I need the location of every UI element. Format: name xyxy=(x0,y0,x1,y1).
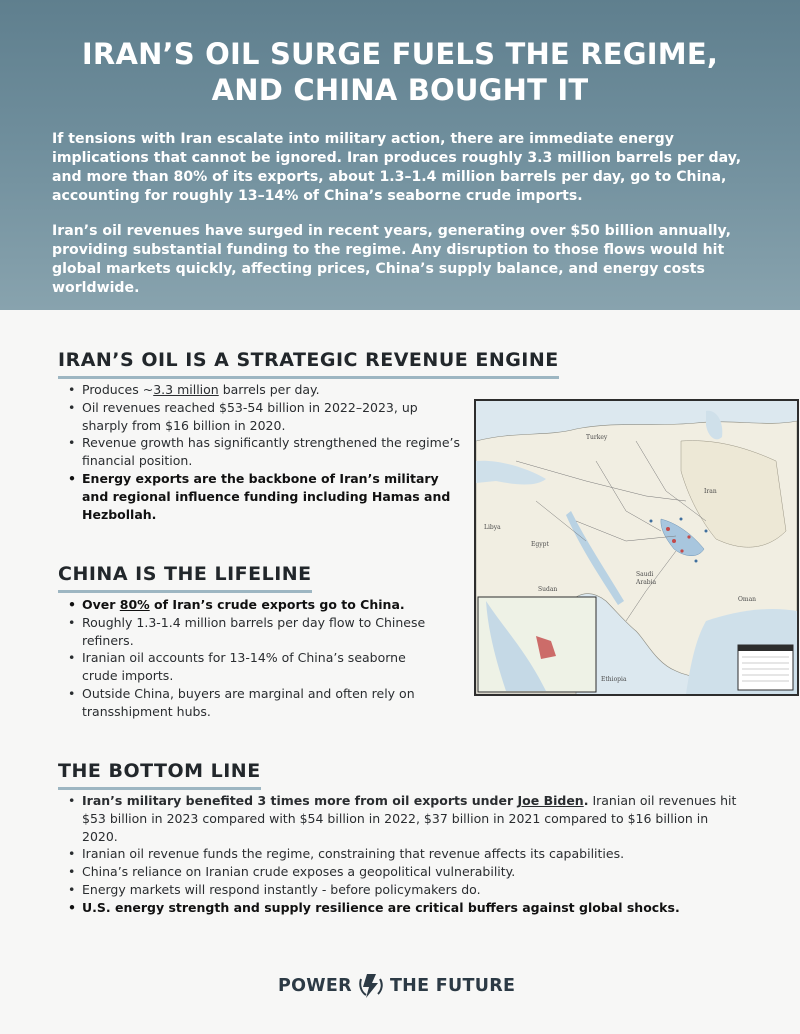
middle-east-oil-map xyxy=(474,399,799,696)
list-item: • Roughly 1.3-1.4 million barrels per day flow to Chinese refiners. xyxy=(68,614,440,650)
map-label-saudi: Saudi xyxy=(636,571,654,578)
list-item: • Energy markets will respond instantly - before policymakers do. xyxy=(68,881,744,899)
section-title-bottom-line: THE BOTTOM LINE xyxy=(58,760,261,790)
map-label-libya: Libya xyxy=(484,524,501,531)
list-item: • Iranian oil accounts for 13-14% of China’s seaborne crude imports. xyxy=(68,649,440,685)
list-item: • Energy exports are the backbone of Iran’s military and regional influence funding including Hamas and Hezbollah. xyxy=(68,470,460,523)
title-line-2: AND CHINA BOUGHT IT xyxy=(211,73,589,107)
map-label-sudan: Sudan xyxy=(538,586,558,593)
list-item: • Revenue growth has significantly strengthened the regime’s financial position. xyxy=(68,434,460,470)
underlined-figure: 3.3 million xyxy=(153,382,219,397)
list-item: • Over 80% of Iran’s crude exports go to China. xyxy=(68,596,440,614)
lightning-bolt-icon xyxy=(358,973,384,999)
map-label-arabia: Arabia xyxy=(636,579,657,586)
logo-text-left: POWER xyxy=(278,976,352,996)
map-label-turkey: Turkey xyxy=(586,434,608,441)
map-label-egypt: Egypt xyxy=(531,541,549,548)
intro-paragraph-1: If tensions with Iran escalate into military action, there are immediate energy implications that cannot be ignored. Iran produces roughly 3.3 million barrels per day, and more than 80% of its exports, about 1.3–1.4 million barrels per day, go to China, accounting for roughly 13–14% of China’s seaborne crude imports. xyxy=(52,131,742,204)
section-title-revenue-engine: IRAN’S OIL IS A STRATEGIC REVENUE ENGINE xyxy=(58,349,559,379)
list-item: • Iran’s military benefited 3 times more from oil exports under Joe Biden. Iranian oil revenues hit $53 billion in 2023 compared with $54 billion in 2022, $37 billion in 2021 compared to $16 billion in 2020. xyxy=(68,792,744,845)
header-band xyxy=(0,0,800,310)
underlined-figure: 80% xyxy=(119,597,150,612)
map-label-iran: Iran xyxy=(704,488,717,495)
revenue-engine-list xyxy=(68,381,460,523)
list-item: • Produces ~3.3 million barrels per day. xyxy=(68,381,460,399)
list-item: • Outside China, buyers are marginal and often rely on transshipment hubs. xyxy=(68,685,440,721)
power-the-future-logo xyxy=(278,972,528,1000)
map-label-oman: Oman xyxy=(738,596,757,603)
list-item: • China’s reliance on Iranian crude exposes a geopolitical vulnerability. xyxy=(68,863,744,881)
bottom-line-list xyxy=(68,792,744,917)
list-item: • Oil revenues reached $53-54 billion in 2022–2023, up sharply from $16 billion in 2020. xyxy=(68,399,460,435)
logo-text-right: THE FUTURE xyxy=(389,976,516,996)
page-title xyxy=(52,36,748,108)
map-label-ethiopia: Ethiopia xyxy=(601,676,627,683)
section-title-china-lifeline: CHINA IS THE LIFELINE xyxy=(58,563,312,593)
list-item: • U.S. energy strength and supply resilience are critical buffers against global shocks. xyxy=(68,899,744,917)
list-item: • Iranian oil revenue funds the regime, constraining that revenue affects its capabilities. xyxy=(68,845,744,863)
title-line-1: IRAN’S OIL SURGE FUELS THE REGIME, xyxy=(81,37,719,71)
china-lifeline-list xyxy=(68,596,440,721)
intro-paragraph-2: Iran’s oil revenues have surged in recent years, generating over $50 billion annually, providing substantial funding to the regime. Any disruption to those flows would hit global markets quickly, affecting prices, China’s supply balance, and energy costs worldwide. xyxy=(52,223,731,296)
joe-biden-link[interactable]: Joe Biden xyxy=(517,793,584,808)
